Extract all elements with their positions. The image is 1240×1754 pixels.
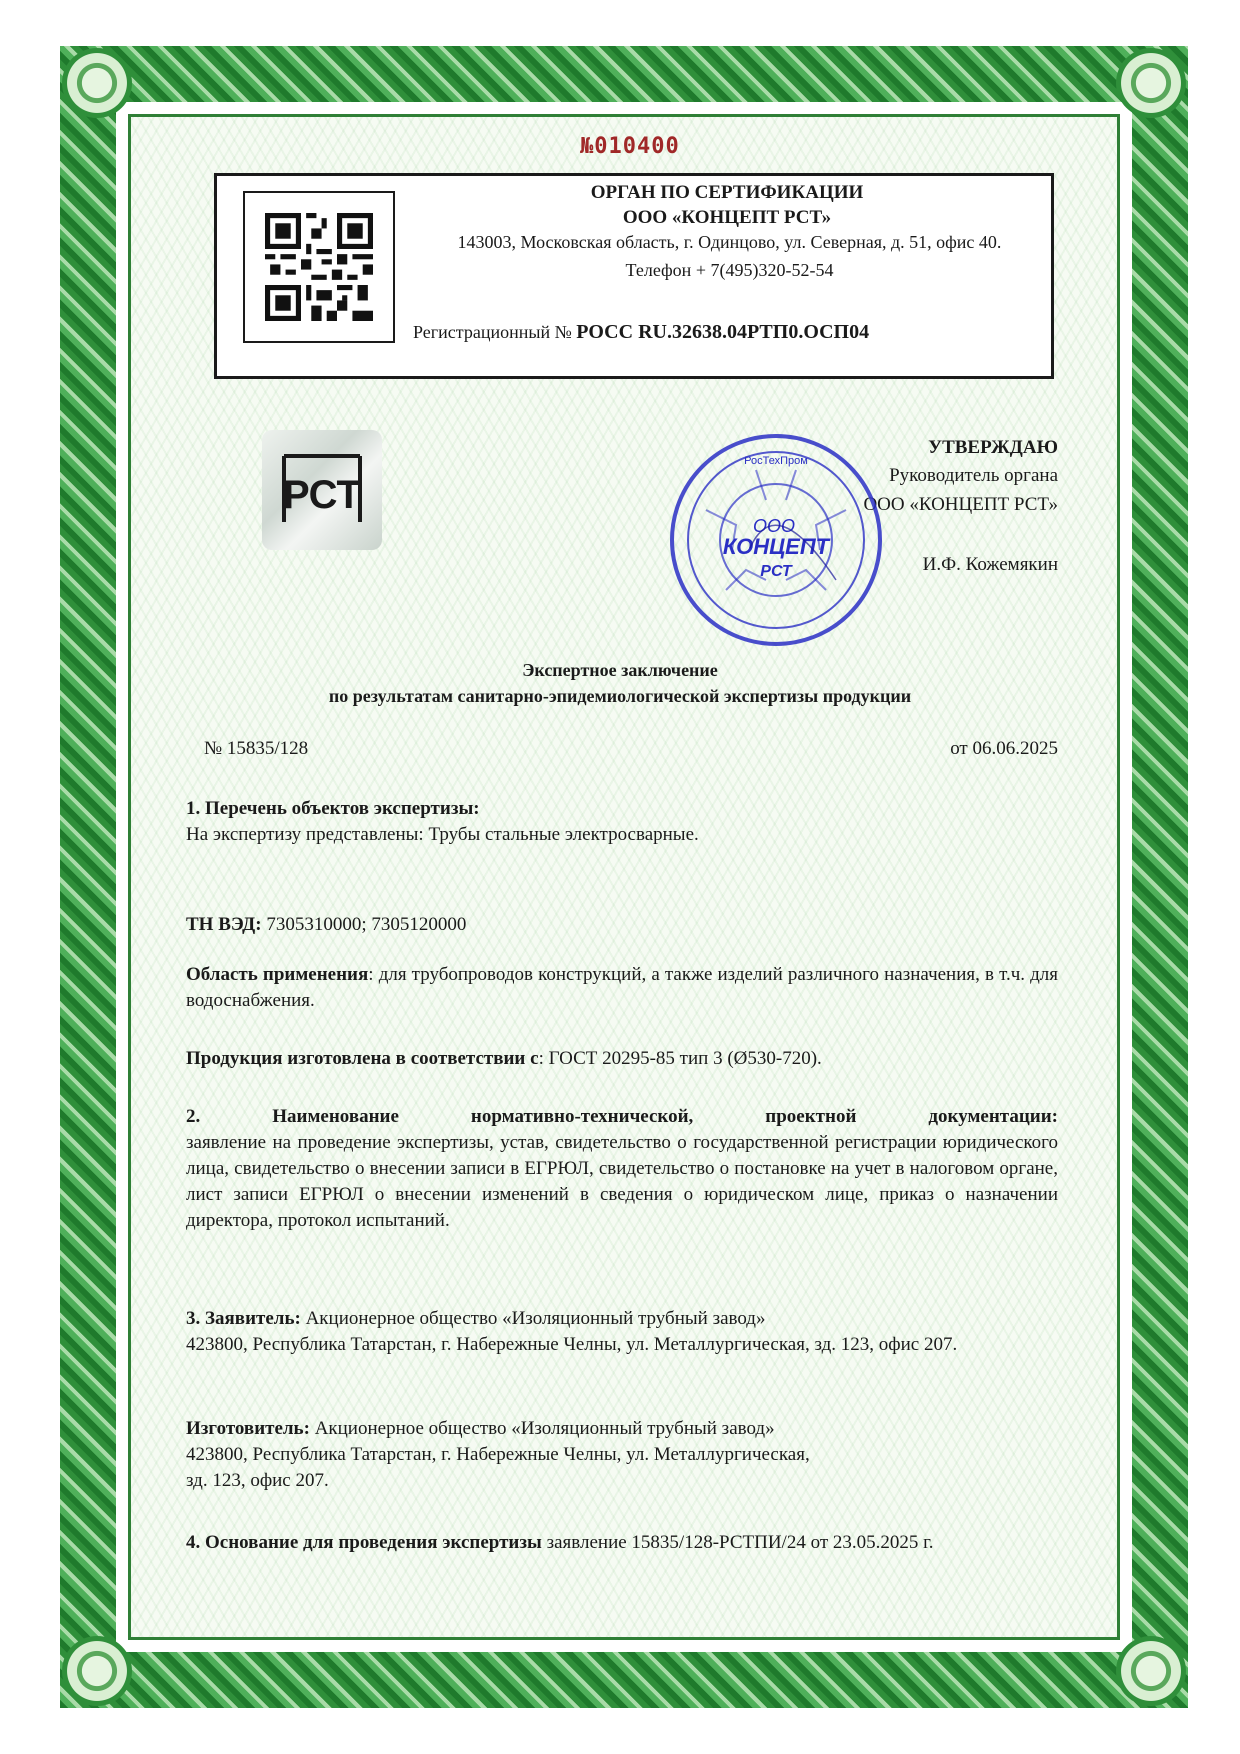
section-1-text: На экспертизу представлены: Трубы стальные электросварные. <box>186 824 699 845</box>
registration-number <box>413 321 869 344</box>
scope-text: : для трубопроводов конструкций, а также изделий различного назначения, в т.ч. для водоснабжения. <box>186 964 1059 1011</box>
conformity <box>186 1046 1058 1072</box>
qr-code-icon <box>265 213 373 321</box>
svg-text:РСТ: РСТ <box>760 563 792 580</box>
document-title: Экспертное заключение <box>522 660 718 680</box>
company-stamp <box>666 430 886 650</box>
approval-title: УТВЕРЖДАЮ <box>928 437 1058 458</box>
scope-label: Область применения <box>186 964 369 985</box>
serial-number: №010400 <box>580 134 680 159</box>
certification-body-box <box>214 173 1054 379</box>
manufacturer <box>186 1416 1058 1494</box>
section-2-text: заявление на проведение экспертизы, устав, свидетельство о государственной регистрации юридического лица, свидетельство о внесении записи в ЕГРЮЛ, свидетельство о постановке на учет в налоговом органе, лист записи ЕГРЮЛ о внесении изменений в сведения о юридическом лице, приказ о назначении директора, протокол испытаний. <box>186 1132 1058 1231</box>
manufacturer-address-line1: 423800, Республика Татарстан, г. Набережные Челны, ул. Металлургическая, <box>186 1444 810 1465</box>
manufacturer-name: Акционерное общество «Изоляционный трубный завод» <box>314 1418 775 1439</box>
document-subtitle: по результатам санитарно-эпидемиологической экспертизы продукции <box>328 686 912 706</box>
manufacturer-address-line2: зд. 123, офис 207. <box>186 1470 329 1491</box>
rst-logo-icon <box>262 430 382 550</box>
document-date: от 06.06.2025 <box>950 738 1058 759</box>
qr-code <box>243 191 395 343</box>
registration-value: РОСС RU.32638.04РТП0.ОСП04 <box>576 321 870 343</box>
applicant-label: 3. Заявитель: <box>186 1308 301 1329</box>
section-3 <box>186 1306 1058 1358</box>
svg-text:РосТехПром: РосТехПром <box>744 455 808 467</box>
section-2-title: 2. Наименование нормативно-технической, проектной документации: <box>186 1106 1058 1127</box>
svg-text:КОНЦЕПТ: КОНЦЕПТ <box>722 534 830 559</box>
approval-signer: И.Ф. Кожемякин <box>922 554 1058 575</box>
manufacturer-label: Изготовитель: <box>186 1418 310 1439</box>
section-4-label: 4. Основание для проведения экспертизы <box>186 1532 542 1553</box>
document-number: № 15835/128 <box>204 738 309 759</box>
scope <box>186 962 1058 1014</box>
section-2 <box>186 1104 1058 1234</box>
tnved-label: ТН ВЭД: <box>186 914 262 935</box>
corner-ornament <box>62 48 132 118</box>
applicant-address: 423800, Республика Татарстан, г. Набережные Челны, ул. Металлургическая, зд. 123, офис 207. <box>186 1334 958 1355</box>
tnved-value: 7305310000; 7305120000 <box>266 914 467 935</box>
tnved <box>186 912 1058 938</box>
applicant-name: Акционерное общество «Изоляционный трубный завод» <box>305 1308 766 1329</box>
rst-logo <box>262 430 382 550</box>
section-4-text: заявление 15835/128-РСТПИ/24 от 23.05.2025 г. <box>546 1532 934 1553</box>
org-phone: Телефон + 7(495)320-52-54 <box>625 260 834 280</box>
approval-line1: Руководитель органа <box>889 465 1058 486</box>
section-1 <box>186 796 1058 848</box>
svg-text:РСТ: РСТ <box>282 473 362 517</box>
corner-ornament <box>1116 48 1186 118</box>
org-address: 143003, Московская область, г. Одинцово, ул. Северная, д. 51, офис 40. <box>457 232 1002 252</box>
section-1-title: 1. Перечень объектов экспертизы: <box>186 798 480 819</box>
registration-label: Регистрационный № <box>413 322 572 342</box>
svg-text:ООО: ООО <box>752 516 796 536</box>
conformity-text: : ГОСТ 20295-85 тип 3 (Ø530-720). <box>538 1048 822 1069</box>
org-title: ОРГАН ПО СЕРТИФИКАЦИИ <box>590 182 864 203</box>
corner-ornament <box>1116 1636 1186 1706</box>
section-4 <box>186 1530 1058 1556</box>
corner-ornament <box>62 1636 132 1706</box>
org-name: ООО «КОНЦЕПТ РСТ» <box>622 207 832 228</box>
conformity-label: Продукция изготовлена в соответствии с <box>186 1048 539 1069</box>
approval-line2: ООО «КОНЦЕПТ РСТ» <box>863 494 1058 515</box>
